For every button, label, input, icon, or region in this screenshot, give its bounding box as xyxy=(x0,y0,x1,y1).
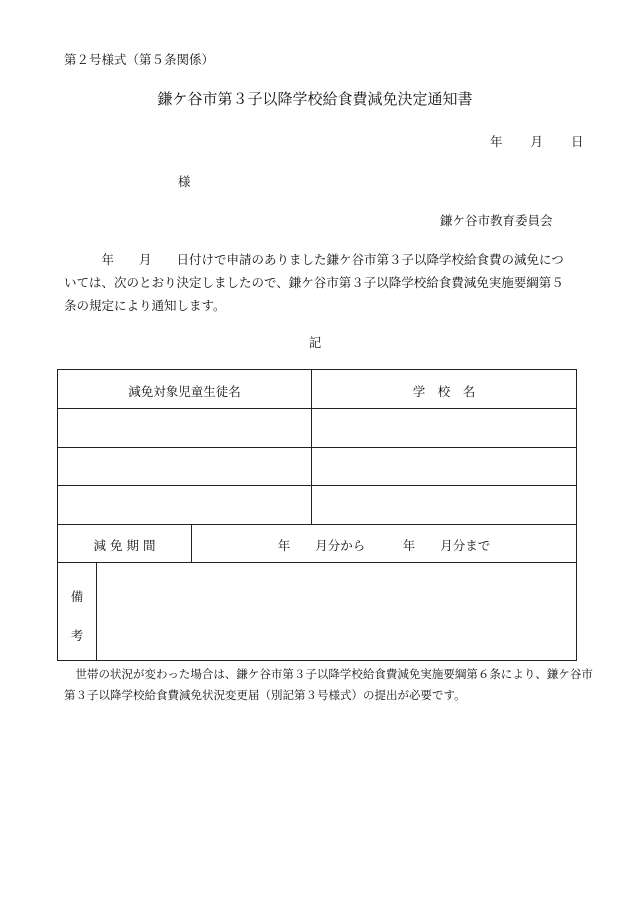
date-line xyxy=(490,132,584,150)
date-day: 日 xyxy=(571,134,584,149)
body-line-2: いては、次のとおり決定しましたので、鎌ケ谷市第３子以降学校給食費減免実施要綱第５ xyxy=(64,275,564,290)
student-name-field[interactable] xyxy=(58,448,311,485)
document-title: 鎌ケ谷市第３子以降学校給食費減免決定通知書 xyxy=(157,90,473,108)
date-month: 月 xyxy=(530,134,544,149)
issuer-name: 鎌ケ谷市教育委員会 xyxy=(440,213,553,228)
notice-table xyxy=(57,369,577,661)
remarks-label-1: 備 xyxy=(70,589,84,604)
body-line-3: 条の規定により通知します。 xyxy=(64,298,226,313)
exemption-period-label: 減 免 期 間 xyxy=(93,538,156,553)
student-name-field[interactable] xyxy=(58,409,311,446)
ki-heading: 記 xyxy=(308,335,322,350)
student-name-field[interactable] xyxy=(58,486,311,523)
footnote-line-2: 第３子以降学校給食費減免状況変更届（別記第３号様式）の提出が必要です。 xyxy=(64,688,466,702)
remarks-label-2: 考 xyxy=(70,628,84,643)
footnote-line-1: 世帯の状況が変わった場合は、鎌ケ谷市第３子以降学校給食費減免実施要綱第６条により、鎌ケ谷市 xyxy=(64,667,593,681)
body-line-1: 年 月 日付けで申請のありました鎌ケ谷市第３子以降学校給食費の減免につ xyxy=(64,252,564,267)
form-number: 第２号様式（第５条関係） xyxy=(64,52,215,67)
exemption-period-value: 年 月分から 年 月分まで xyxy=(277,538,491,553)
school-name-header: 学 校 名 xyxy=(412,384,476,399)
remarks-field[interactable] xyxy=(97,563,576,660)
date-year: 年 xyxy=(490,134,503,149)
addressee-suffix: 様 xyxy=(178,174,191,189)
school-name-field[interactable] xyxy=(312,448,576,485)
row-divider xyxy=(58,524,576,525)
student-name-header: 減免対象児童生徒名 xyxy=(128,384,241,399)
school-name-field[interactable] xyxy=(312,486,576,523)
school-name-field[interactable] xyxy=(312,409,576,446)
